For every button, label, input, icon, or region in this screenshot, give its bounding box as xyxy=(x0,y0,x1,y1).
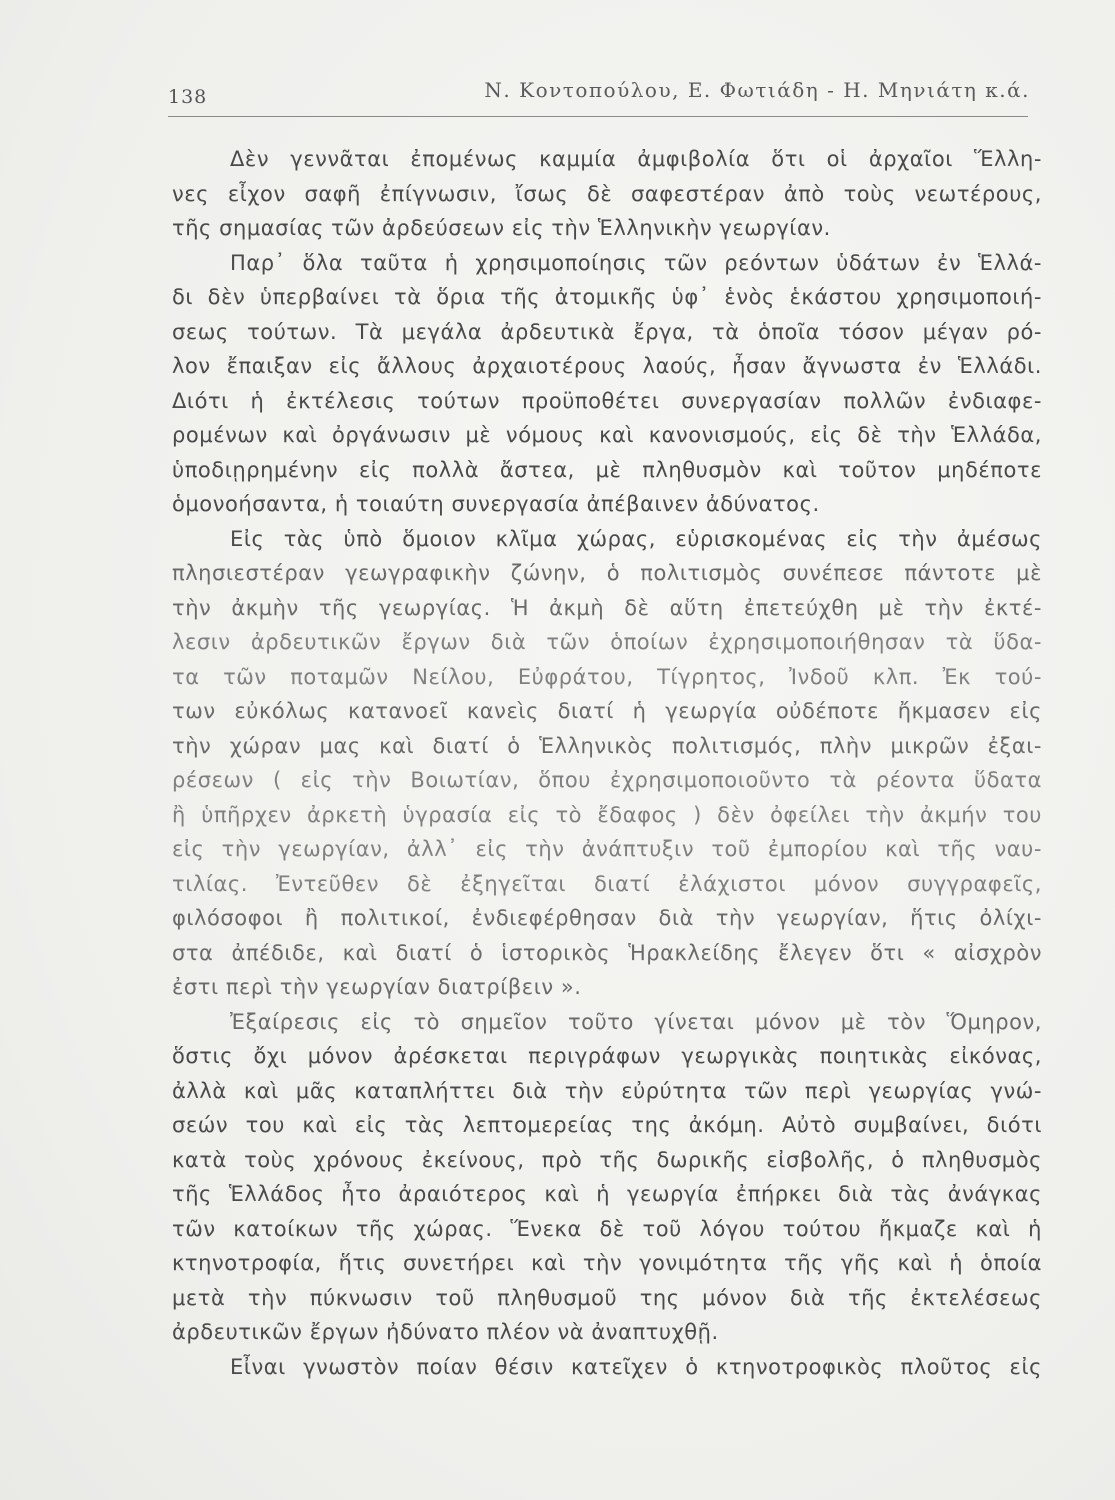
text-line: ἀλλὰ καὶ μᾶς καταπλήττει διὰ τὴν εὐρύτητα τῶν περὶ γεωργίας γνώ- xyxy=(172,1078,1042,1103)
text-line: τῆς σημασίας τῶν ἀρδεύσεων εἰς τὴν Ἑλληνικὴν γεωργίαν. xyxy=(172,216,831,240)
text-line: λεσιν ἀρδευτικῶν ἔργων διὰ τῶν ὁποίων ἐχρησιμοποιήθησαν τὰ ὕδα- xyxy=(172,630,1042,654)
text-line: κτηνοτροφία, ἥτις συνετήρει καὶ τὴν γονιμότητα τῆς γῆς καὶ ἡ ὁποία xyxy=(172,1251,1042,1275)
text-line: λον ἔπαιξαν εἰς ἄλλους ἀρχαιοτέρους λαούς, ἦσαν ἄγνωστα ἐν Ἑλλάδι. xyxy=(172,354,1042,378)
text-line: νες εἶχον σαφῆ ἐπίγνωσιν, ἴσως δὲ σαφεστέραν ἀπὸ τοὺς νεωτέρους, xyxy=(172,181,1042,206)
page-header xyxy=(168,78,1030,118)
text-line: φιλόσοφοι ἢ πολιτικοί, ἐνδιεφέρθησαν διὰ τὴν γεωργίαν, ἥτις ὀλίχι- xyxy=(172,906,1042,930)
text-line: εἰς τὴν γεωργίαν, ἀλλ᾽ εἰς τὴν ἀνάπτυξιν τοῦ ἐμπορίου καὶ τῆς ναυ- xyxy=(172,837,1042,861)
text-line: ὑποδιῃρημένην εἰς πολλὰ ἄστεα, μὲ πληθυσμὸν καὶ τοῦτον μηδέποτε xyxy=(172,457,1042,482)
text-line: τὴν ἀκμὴν τῆς γεωργίας. Ἡ ἀκμὴ δὲ αὕτη ἐπετεύχθη μὲ τὴν ἐκτέ- xyxy=(172,595,1042,620)
text-line: των εὐκόλως κατανοεῖ κανεὶς διατί ἡ γεωργία οὐδέποτε ἤκμασεν εἰς xyxy=(172,699,1042,723)
text-line: Εἶναι γνωστὸν ποίαν θέσιν κατεῖχεν ὁ κτηνοτροφικὸς πλοῦτος εἰς xyxy=(230,1354,1042,1379)
text-line: στα ἀπέδιδε, καὶ διατί ὁ ἱστορικὸς Ἡρακλείδης ἔλεγεν ὅτι « αἰσχρὸν xyxy=(172,940,1042,965)
text-line: Παρ᾽ ὅλα ταῦτα ἡ χρησιμοποίησις τῶν ρεόντων ὑδάτων ἐν Ἑλλά- xyxy=(230,250,1042,275)
text-line: κατὰ τοὺς χρόνους ἐκείνους, πρὸ τῆς δωρικῆς εἰσβολῆς, ὁ πληθυσμὸς xyxy=(172,1147,1042,1172)
text-line: ὅστις ὄχι μόνον ἀρέσκεται περιγράφων γεωργικὰς ποιητικὰς εἰκόνας, xyxy=(172,1044,1042,1068)
text-line: τὴν χώραν μας καὶ διατί ὁ Ἑλληνικὸς πολιτισμός, πλὴν μικρῶν ἐξαι- xyxy=(172,733,1042,758)
text-line: ἐστι περὶ τὴν γεωργίαν διατρίβειν ». xyxy=(172,975,582,999)
text-line: ρέσεων ( εἰς τὴν Βοιωτίαν, ὅπου ἐχρησιμοποιοῦντο τὰ ρέοντα ὕδατα xyxy=(172,768,1042,792)
text-line: τῶν κατοίκων τῆς χώρας. Ἕνεκα δὲ τοῦ λόγου τούτου ἤκμαζε καὶ ἡ xyxy=(172,1216,1042,1241)
text-line: ἢ ὑπῆρχεν ἀρκετὴ ὑγρασία εἰς τὸ ἔδαφος ) δὲν ὀφείλει τὴν ἀκμήν του xyxy=(172,802,1042,827)
text-line: Ἐξαίρεσις εἰς τὸ σημεῖον τοῦτο γίνεται μόνον μὲ τὸν Ὅμηρον, xyxy=(230,1009,1042,1034)
text-line: ἀρδευτικῶν ἔργων ἠδύνατο πλέον νὰ ἀναπτυχθῇ. xyxy=(172,1320,719,1344)
text-line: πλησιεστέραν γεωγραφικὴν ζώνην, ὁ πολιτισμὸς συνέπεσε πάντοτε μὲ xyxy=(172,561,1042,585)
running-head: Ν. Κοντοπούλου, Ε. Φωτιάδη - Η. Μηνιάτη κ.ά. xyxy=(484,78,1030,102)
page-number: 138 xyxy=(168,86,208,108)
header-rule xyxy=(168,116,1028,117)
text-line: ρομένων καὶ ὀργάνωσιν μὲ νόμους καὶ κανονισμούς, εἰς δὲ τὴν Ἑλλάδα, xyxy=(172,423,1042,447)
body-text xyxy=(172,142,1042,1384)
text-line: μετὰ τὴν πύκνωσιν τοῦ πληθυσμοῦ της μόνον διὰ τῆς ἐκτελέσεως xyxy=(172,1285,1042,1310)
text-line: τιλίας. Ἐντεῦθεν δὲ ἐξηγεῖται διατί ἐλάχιστοι μόνον συγγραφεῖς, xyxy=(172,871,1042,896)
text-line: σεών του καὶ εἰς τὰς λεπτομερείας της ἀκόμη. Αὐτὸ συμβαίνει, διότι xyxy=(172,1113,1042,1137)
text-line: Εἰς τὰς ὑπὸ ὅμοιον κλῖμα χώρας, εὑρισκομένας εἰς τὴν ἀμέσως xyxy=(230,526,1042,551)
text-line: τῆς Ἑλλάδος ἦτο ἀραιότερος καὶ ἡ γεωργία ἐπήρκει διὰ τὰς ἀνάγκας xyxy=(172,1182,1042,1206)
text-line: σεως τούτων. Τὰ μεγάλα ἀρδευτικὰ ἔργα, τὰ ὁποῖα τόσον μέγαν ρό- xyxy=(172,319,1042,344)
text-line: Δὲν γεννᾶται ἐπομένως καμμία ἀμφιβολία ὅτι οἱ ἀρχαῖοι Ἕλλη- xyxy=(230,147,1042,171)
text-line: τα τῶν ποταμῶν Νείλου, Εὐφράτου, Τίγρητος, Ἰνδοῦ κλπ. Ἐκ τού- xyxy=(172,664,1042,689)
text-line: ὁμονοήσαντα, ἡ τοιαύτη συνεργασία ἀπέβαινεν ἀδύνατος. xyxy=(172,492,820,516)
text-line: Διότι ἡ ἐκτέλεσις τούτων προϋποθέτει συνεργασίαν πολλῶν ἐνδιαφε- xyxy=(172,388,1042,413)
text-line: δι δὲν ὑπερβαίνει τὰ ὅρια τῆς ἀτομικῆς ὑφ᾽ ἑνὸς ἑκάστου χρησιμοποιή- xyxy=(172,285,1042,309)
